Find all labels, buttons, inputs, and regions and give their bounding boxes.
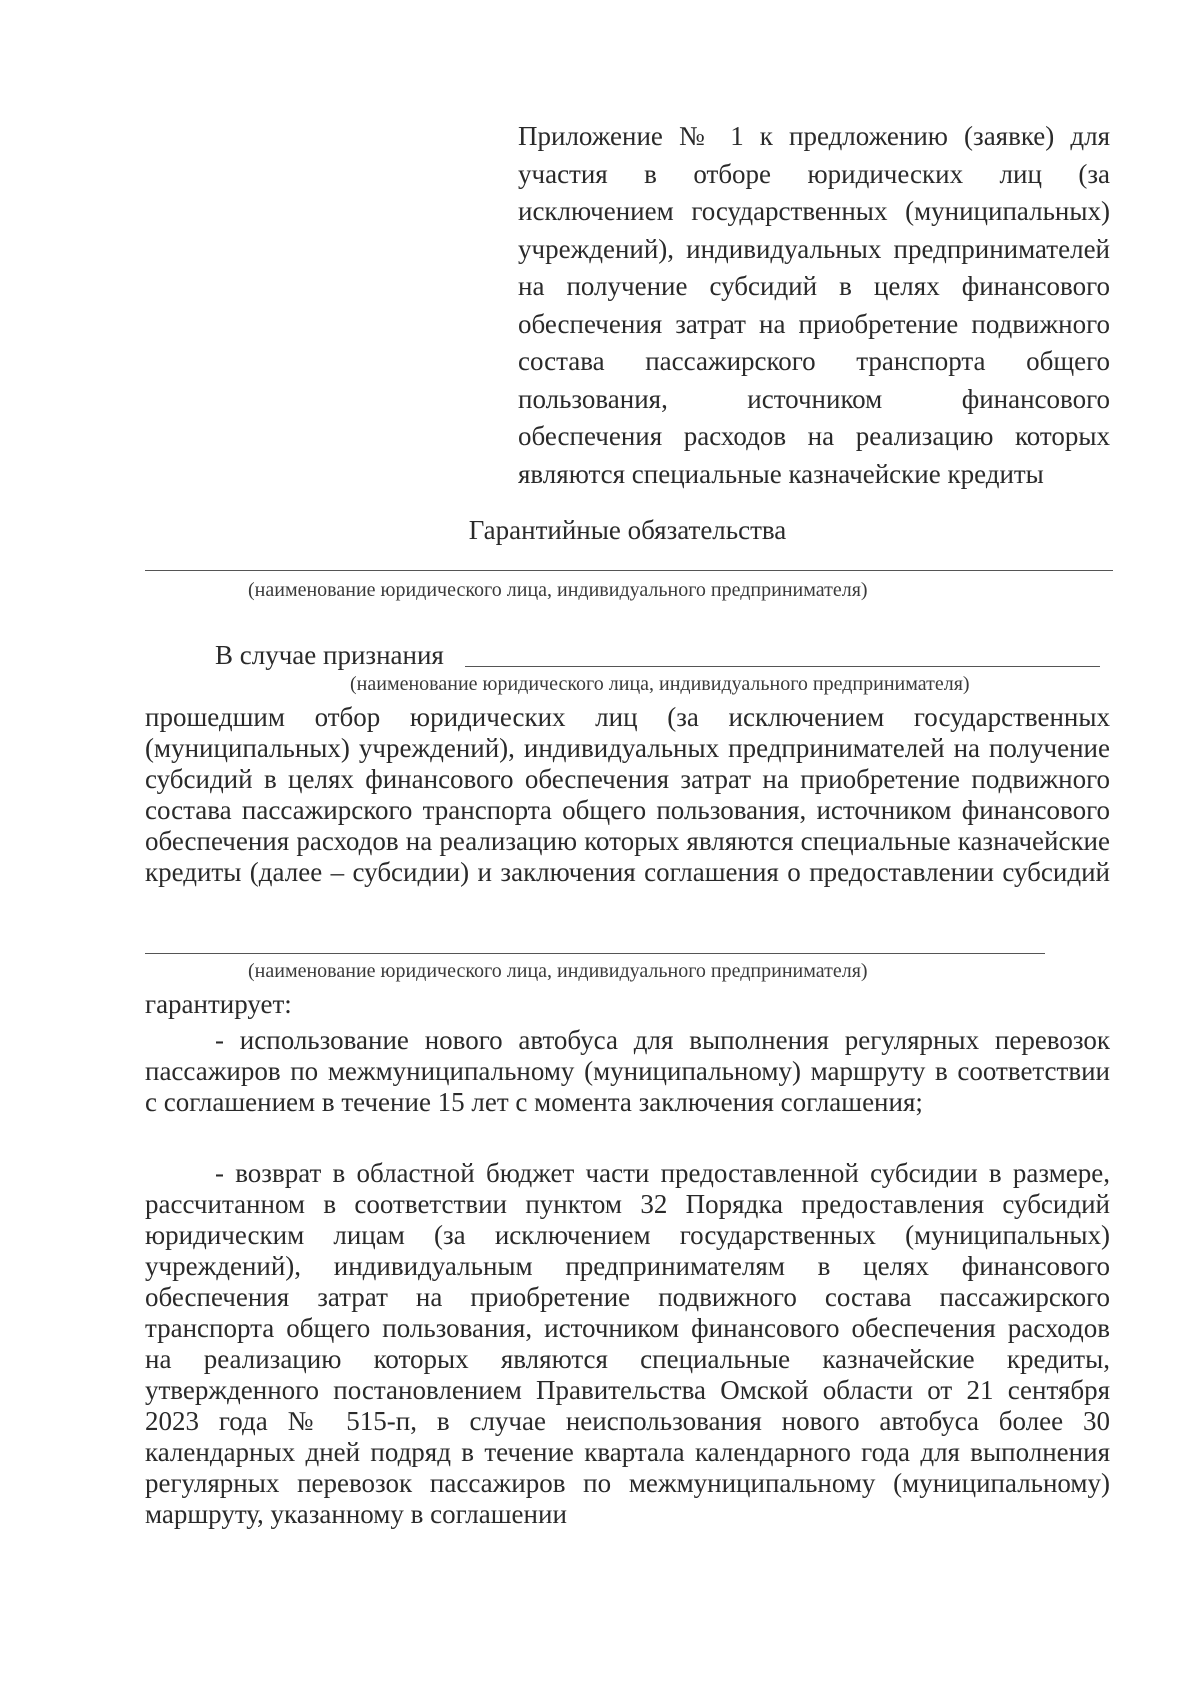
document-title: Гарантийные обязательства xyxy=(468,515,787,545)
entity-name-blank-line xyxy=(145,570,1113,571)
guarantor-caption: (наименование юридического лица, индивидуального предпринимателя) xyxy=(248,960,868,982)
guarantee-item-1: - использование нового автобуса для выполнения регулярных перевозок пассажиров по межмуниципальному (муниципальному) маршруту в соответствии с соглашением в течение 15 лет с момента заключения соглашения; xyxy=(145,1025,1110,1117)
case-entity-caption: (наименование юридического лица, индивидуального предпринимателя) xyxy=(350,673,970,695)
case-body-paragraph: прошедшим отбор юридических лиц (за исключением государственных (муниципальных) учреждений), индивидуальных предпринимателей на получение субсидий в целях финансового обеспечения затрат на приобретение подвижного состава пассажирского транспорта общего пользования, источником финансового обеспечения расходов на реализацию которых являются специальные казначейские кредиты (далее – субсидии) и заключения соглашения о предоставлении субсидий xyxy=(145,702,1110,887)
guarantee-item-2: - возврат в областной бюджет части предоставленной субсидии в размере, рассчитанном в соответствии пунктом 32 Порядка предоставления субсидий юридическим лицам (за исключением государственных (муниципальных) учреждений), индивидуальным предпринимателям в целях финансового обеспечения затрат на приобретение подвижного состава пассажирского транспорта общего пользования, источником финансового обеспечения расходов на реализацию которых являются специальные казначейские кредиты, утвержденного постановлением Правительства Омской области от 21 сентября 2023 года № 515-п, в случае неиспользования нового автобуса более 30 календарных дней подряд в течение квартала календарного года для выполнения регулярных перевозок пассажиров по межмуниципальному (муниципальному) маршруту, указанному в соглашении xyxy=(145,1158,1110,1529)
appendix-note: Приложение № 1 к предложению (заявке) для участия в отборе юридических лиц (за исключением государственных (муниципальных) учреждений), индивидуальных предпринимателей на получение субсидий в целях финансового обеспечения затрат на приобретение подвижного состава пассажирского транспорта общего пользования, источником финансового обеспечения расходов на реализацию которых являются специальные казначейские кредиты xyxy=(518,121,1110,489)
entity-name-caption: (наименование юридического лица, индивидуального предпринимателя) xyxy=(248,579,868,601)
guarantees-label: гарантирует: xyxy=(145,989,292,1019)
guarantor-blank-line xyxy=(145,953,1045,954)
case-intro: В случае признания xyxy=(215,640,444,670)
case-entity-blank-line xyxy=(465,666,1100,667)
